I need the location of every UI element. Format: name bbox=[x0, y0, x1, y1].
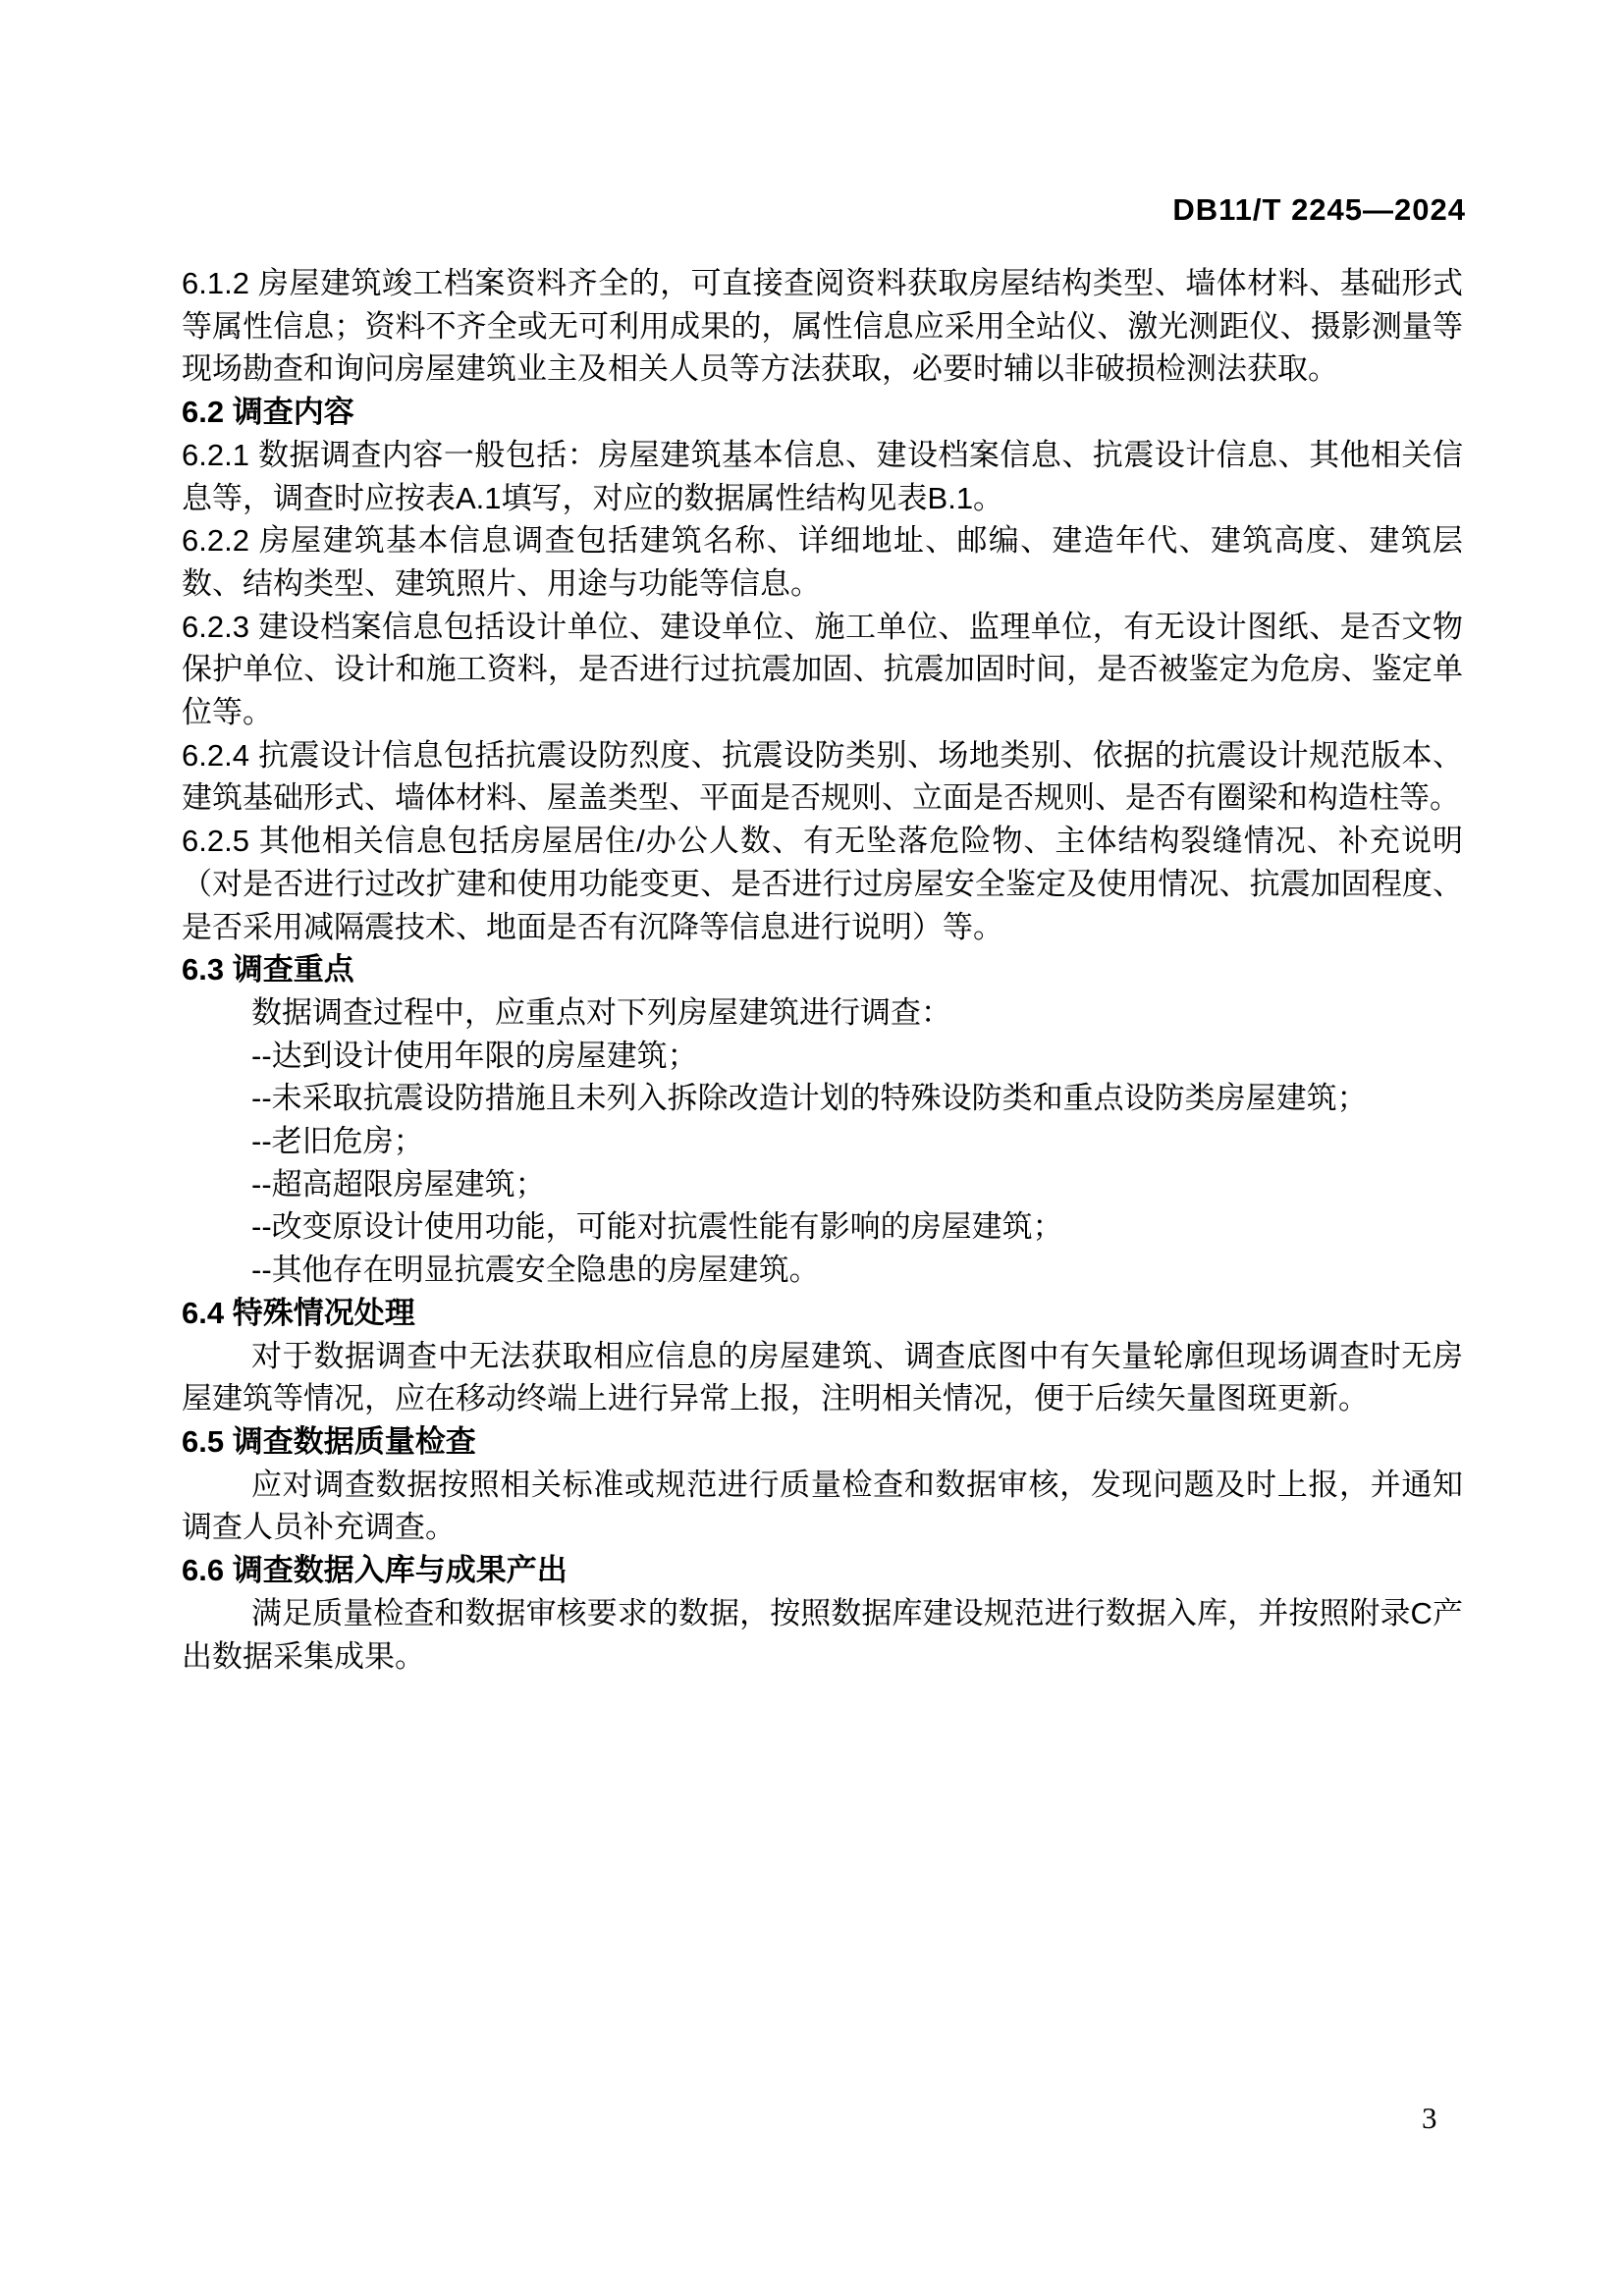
section-heading-6-3: 6.3 调查重点 bbox=[182, 952, 354, 988]
section-heading-6-2: 6.2 调查内容 bbox=[182, 395, 354, 430]
paragraph-6-4-body: 对于数据调查中无法获取相应信息的房屋建筑、调查底图中有矢量轮廓但现场调查时无房屋建筑等情况，应在移动终端上进行异常上报，注明相关情况，便于后续矢量图斑更新。 bbox=[182, 1338, 1463, 1416]
clause-6-2-3: 6.2.3 建设档案信息包括设计单位、建设单位、施工单位、监理单位，有无设计图纸、是否文物保护单位、设计和施工资料，是否进行过抗震加固、抗震加固时间，是否被鉴定为危房、鉴定单位等。 bbox=[182, 609, 1463, 730]
section-heading-6-6: 6.6 调查数据入库与成果产出 bbox=[182, 1553, 568, 1588]
clause-6-2-1: 6.2.1 数据调查内容一般包括：房屋建筑基本信息、建设档案信息、抗震设计信息、其他相关信息等，调查时应按表A.1填写，对应的数据属性结构见表B.1。 bbox=[182, 437, 1463, 515]
list-item-5: --改变原设计使用功能，可能对抗震性能有影响的房屋建筑； bbox=[251, 1209, 1063, 1245]
clause-6-2-2: 6.2.2 房屋建筑基本信息调查包括建筑名称、详细地址、邮编、建造年代、建筑高度、建筑层数、结构类型、建筑照片、用途与功能等信息。 bbox=[182, 523, 1463, 601]
section-heading-6-4: 6.4 特殊情况处理 bbox=[182, 1295, 415, 1330]
page-number: 3 bbox=[1422, 2101, 1437, 2135]
list-item-3: --老旧危房； bbox=[251, 1124, 424, 1159]
section-heading-6-5: 6.5 调查数据质量检查 bbox=[182, 1423, 476, 1459]
clause-6-2-5: 6.2.5 其他相关信息包括房屋居住/办公人数、有无坠落危险物、主体结构裂缝情况、补充说明（对是否进行过改扩建和使用功能变更、是否进行过房屋安全鉴定及使用情况、抗震加固程度、是否采用减隔震技术、地面是否有沉降等信息进行说明）等。 bbox=[182, 824, 1463, 944]
list-item-4: --超高超限房屋建筑； bbox=[251, 1166, 546, 1201]
paragraph-6-6-body: 满足质量检查和数据审核要求的数据，按照数据库建设规范进行数据入库，并按照附录C产出数据采集成果。 bbox=[182, 1595, 1463, 1674]
clause-6-1-2: 6.1.2 房屋建筑竣工档案资料齐全的，可直接查阅资料获取房屋结构类型、墙体材料、基础形式等属性信息；资料不齐全或无可利用成果的，属性信息应采用全站仪、激光测距仪、摄影测量等现场勘查和询问房屋建筑业主及相关人员等方法获取，必要时辅以非破损检测法获取。 bbox=[182, 266, 1463, 387]
list-item-1: --达到设计使用年限的房屋建筑； bbox=[251, 1038, 698, 1073]
document-body bbox=[182, 262, 1463, 1678]
paragraph-6-3-intro: 数据调查过程中，应重点对下列房屋建筑进行调查： bbox=[251, 994, 951, 1030]
list-item-2: --未采取抗震设防措施且未列入拆除改造计划的特殊设防类和重点设防类房屋建筑； bbox=[251, 1081, 1368, 1116]
clause-6-2-4: 6.2.4 抗震设计信息包括抗震设防烈度、抗震设防类别、场地类别、依据的抗震设计规范版本、建筑基础形式、墙体材料、屋盖类型、平面是否规则、立面是否规则、是否有圈梁和构造柱等。 bbox=[182, 737, 1463, 816]
paragraph-6-5-body: 应对调查数据按照相关标准或规范进行质量检查和数据审核，发现问题及时上报，并通知调查人员补充调查。 bbox=[182, 1467, 1463, 1545]
standard-code-header: DB11/T 2245—2024 bbox=[1172, 192, 1466, 227]
list-item-6: --其他存在明显抗震安全隐患的房屋建筑。 bbox=[251, 1253, 820, 1288]
